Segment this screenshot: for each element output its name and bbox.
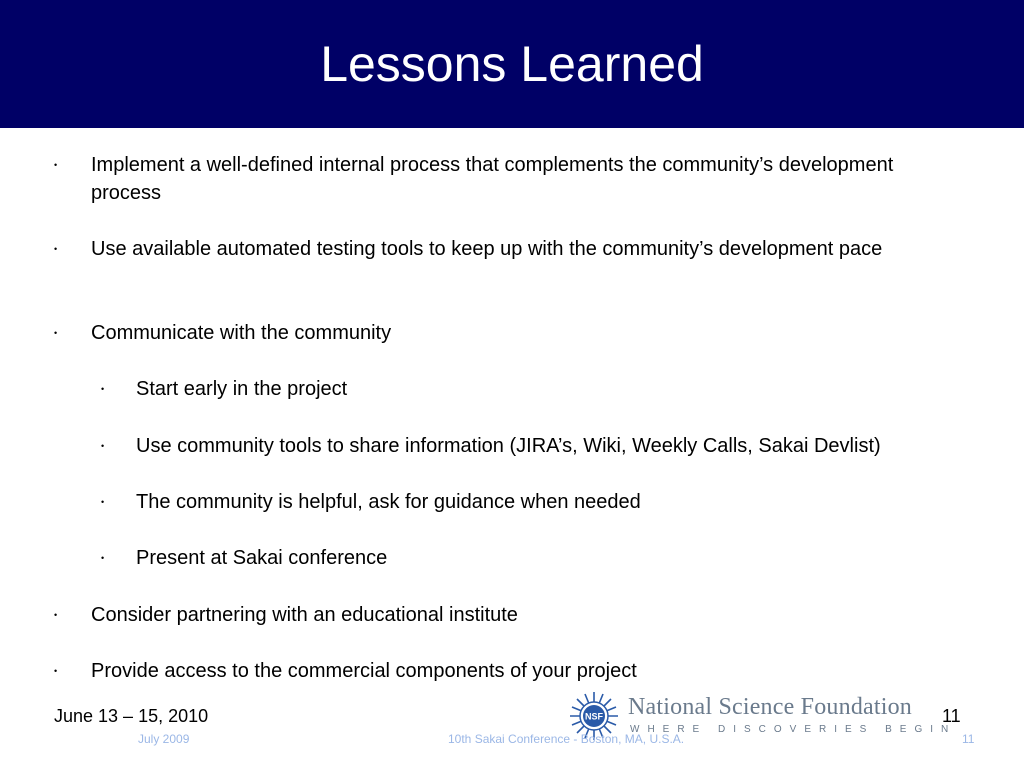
bullet-marker: •: [101, 384, 105, 394]
bullet-marker: •: [101, 497, 105, 507]
bullet-text: Consider partnering with an educational institute: [91, 604, 518, 626]
bullet-marker: •: [101, 441, 105, 451]
bullet-marker: •: [54, 160, 58, 170]
bullet-marker: •: [54, 666, 58, 676]
slide-title: Lessons Learned: [320, 36, 704, 92]
page-number: 11: [942, 706, 961, 726]
bullet-item: [0, 151, 931, 207]
bullet-marker: •: [101, 553, 105, 563]
bullet-marker: •: [54, 610, 58, 620]
footer-small-date: July 2009: [138, 732, 190, 746]
sub-bullet-item: [0, 432, 1006, 460]
bullet-item: [0, 657, 931, 685]
bullet-text: Start early in the project: [136, 378, 348, 400]
bullet-item: [0, 235, 931, 263]
sub-bullet-item: [0, 375, 1006, 403]
bullet-marker: •: [54, 244, 58, 254]
bullet-text: Present at Sakai conference: [136, 547, 388, 569]
bullet-text: Provide access to the commercial components of your project: [91, 660, 637, 682]
bullet-text: Implement a well-defined internal process that complements the community’s development process: [91, 154, 894, 204]
footer-conference: 10th Sakai Conference - Boston, MA, U.S.A.: [448, 732, 685, 746]
bullet-item: [0, 319, 931, 347]
bullet-item: [0, 601, 931, 629]
sub-bullet-item: [0, 544, 1006, 572]
footer-small-page: 11: [962, 732, 975, 746]
bullet-text: Use available automated testing tools to keep up with the community’s development pace: [91, 238, 883, 260]
footer-date: June 13 – 15, 2010: [54, 706, 209, 726]
logo-tagline: WHERE DISCOVERIES BEGIN: [630, 724, 957, 735]
bullet-text: Communicate with the community: [91, 322, 392, 344]
nsf-badge-text: NSF: [585, 711, 603, 722]
logo-name: National Science Foundation: [628, 694, 913, 720]
bullet-text: Use community tools to share information (JIRA’s, Wiki, Weekly Calls, Sakai Devlist): [136, 435, 881, 457]
bullet-text: The community is helpful, ask for guidance when needed: [136, 491, 641, 513]
bullet-marker: •: [54, 328, 58, 338]
sub-bullet-item: [0, 488, 1006, 516]
